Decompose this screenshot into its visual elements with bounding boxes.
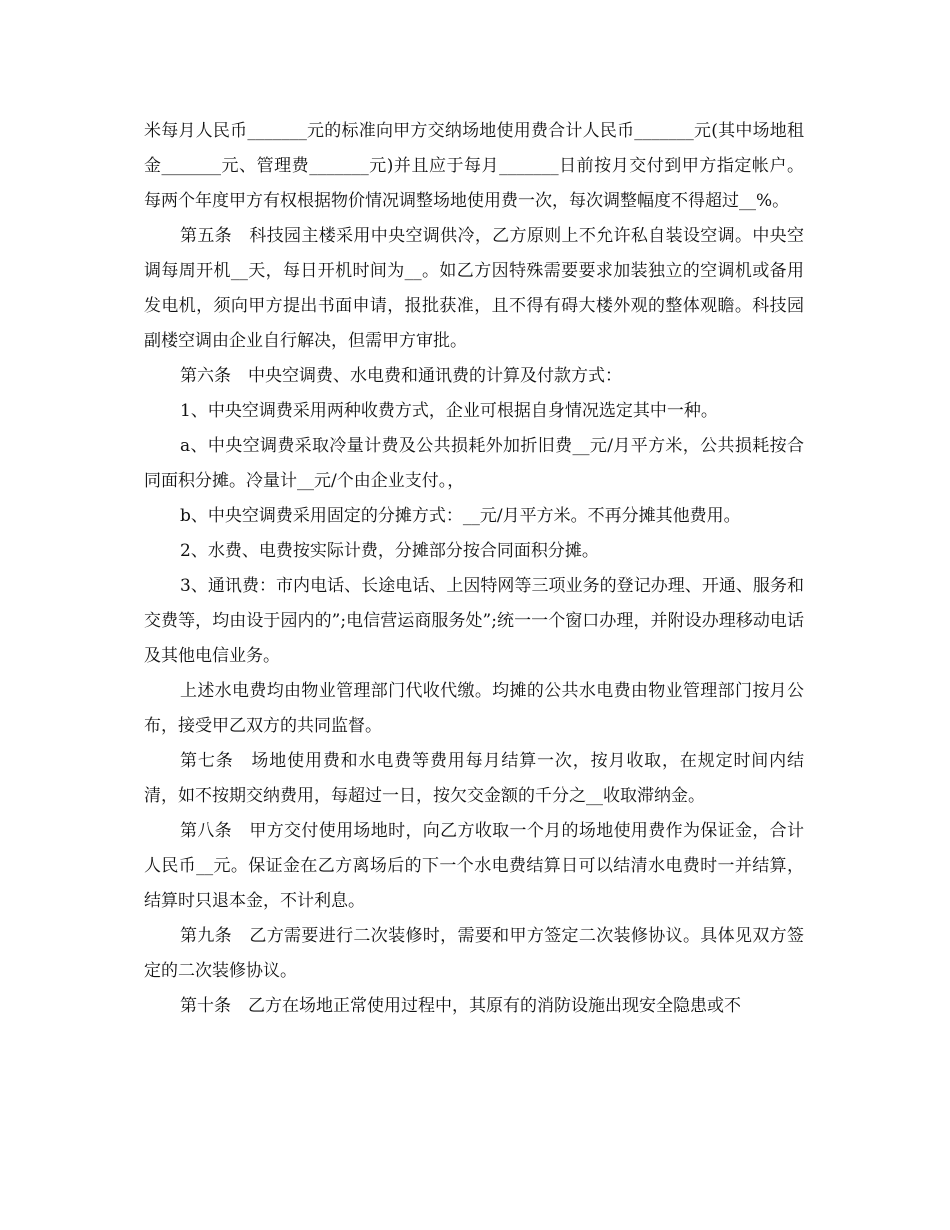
paragraph-article-10: 第十条 乙方在场地正常使用过程中，其原有的消防设施出现安全隐患或不	[180, 996, 741, 1016]
paragraph-article-7: 第七条 场地使用费和水电费等费用每月结算一次，按月收取，在规定时间内结清，如不按期交纳费用，每超过一日，按欠交金额的千分之__收取滞纳金。	[144, 751, 804, 806]
paragraph-item-2: 2、水费、电费按实际计费，分摊部分按合同面积分摊。	[180, 541, 599, 561]
paragraph-item-a: a、中央空调费采取冷量计费及公共损耗外加折旧费__元/月平方米，公共损耗按合同面积分摊。冷量计__元/个由企业支付。，	[144, 436, 804, 491]
paragraph-utility-collection: 上述水电费均由物业管理部门代收代缴。均摊的公共水电费由物业管理部门按月公布，接受甲乙双方的共同监督。	[144, 681, 804, 736]
paragraph-item-b: b、中央空调费采用固定的分摊方式：__元/月平方米。不再分摊其他费用。	[180, 506, 741, 526]
paragraph-article-9: 第九条 乙方需要进行二次装修时，需要和甲方签定二次装修协议。具体见双方签定的二次装修协议。	[144, 926, 804, 981]
paragraph-article-8: 第八条 甲方交付使用场地时，向乙方收取一个月的场地使用费作为保证金，合计人民币__元。保证金在乙方离场后的下一个水电费结算日可以结清水电费时一并结算，结算时只退本金，不计利息。	[144, 821, 804, 911]
paragraph-item-3: 3、通讯费：市内电话、长途电话、上因特网等三项业务的登记办理、开通、服务和交费等，均由设于园内的”;电信营运商服务处”;统一一个窗口办理，并附设办理移动电话及其他电信业务。	[144, 576, 804, 666]
paragraph-article-6: 第六条 中央空调费、水电费和通讯费的计算及付款方式：	[180, 366, 622, 386]
paragraph-article-5: 第五条 科技园主楼采用中央空调供冷，乙方原则上不允许私自装设空调。中央空调每周开机__天，每日开机时间为__。如乙方因特殊需要要求加装独立的空调机或备用发电机，须向甲方提出书面申请，报批获准，且不得有碍大楼外观的整体观瞻。科技园副楼空调由企业自行解决，但需甲方审批。	[144, 226, 804, 351]
paragraph-fee-standard: 米每月人民币_______元的标准向甲方交纳场地使用费合计人民币_______元(其中场地租金_______元、管理费_______元)并且应于每月_______日前按月交付到甲方指定帐户。每两个年度甲方有权根据物价情况调整场地使用费一次，每次调整幅度不得超过__%。	[144, 121, 804, 211]
document-body	[144, 114, 804, 1024]
paragraph-item-1: 1、中央空调费采用两种收费方式，企业可根据自身情况选定其中一种。	[180, 401, 718, 421]
